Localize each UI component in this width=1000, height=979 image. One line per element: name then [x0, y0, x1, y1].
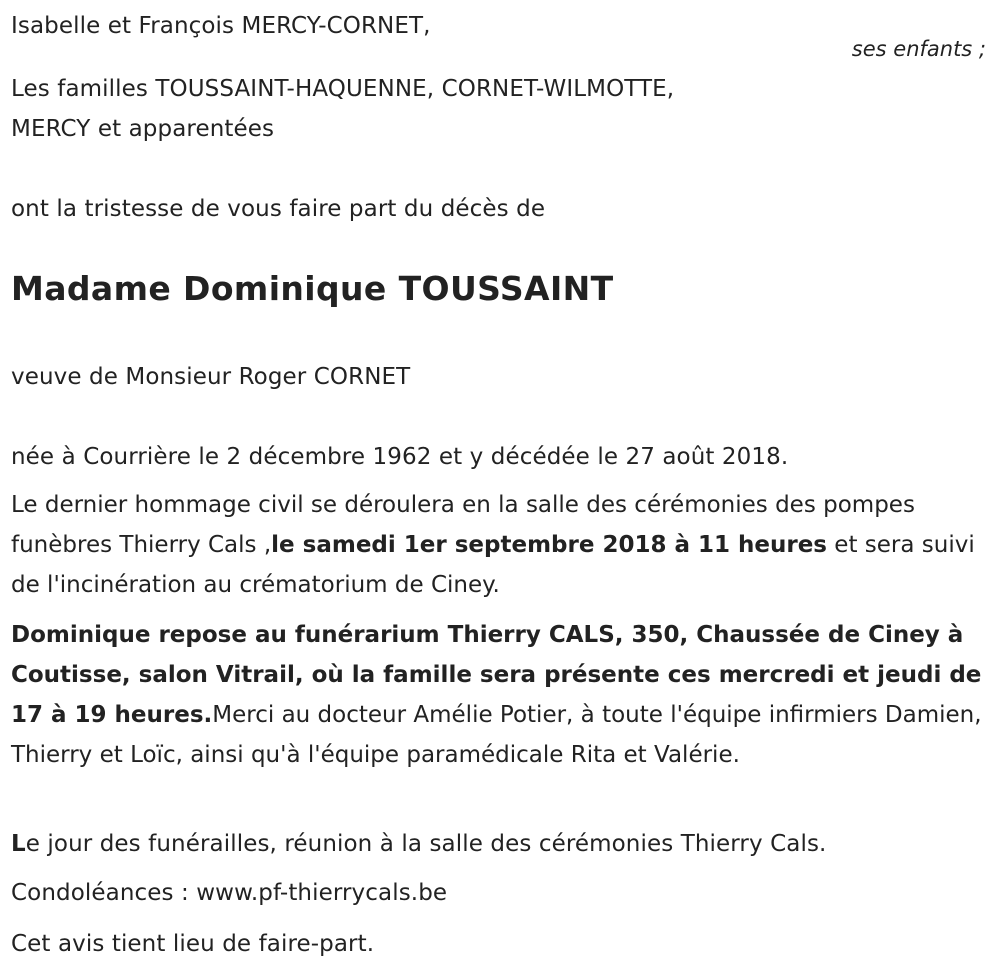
- funeral-day-line: [11, 824, 826, 864]
- visitation-paragraph: [11, 615, 996, 775]
- ceremony-text-before: Le dernier hommage civil se déroulera en la salle des cérémonies des pompes funèbres Thierry Cals ,: [11, 492, 915, 558]
- birth-death-line: née à Courrière le 2 décembre 1962 et y décédée le 27 août 2018.: [11, 444, 789, 470]
- ceremony-paragraph: [11, 485, 996, 605]
- thanks-text: Merci au docteur Amélie Potier, à toute l'équipe infirmiers Damien, Thierry et Loïc, ainsi qu'à l'équipe paramédicale Rita et Valérie.: [11, 702, 982, 768]
- children-role: ses enfants ;: [851, 37, 986, 61]
- announcement-intro: ont la tristesse de vous faire part du décès de: [11, 196, 546, 222]
- funeral-day-initial: L: [11, 831, 26, 857]
- families-line-2: MERCY et apparentées: [11, 116, 275, 142]
- children-names: Isabelle et François MERCY-CORNET,: [11, 13, 431, 39]
- deceased-name: Madame Dominique TOUSSAINT: [11, 269, 614, 308]
- families-line-1: Les familles TOUSSAINT-HAQUENNE, CORNET-WILMOTTE,: [11, 76, 675, 102]
- ceremony-date-time: le samedi 1er septembre 2018 à 11 heures: [271, 532, 827, 558]
- funeral-day-rest: e jour des funérailles, réunion à la salle des cérémonies Thierry Cals.: [25, 831, 827, 857]
- condolences-line: Condoléances : www.pf-thierrycals.be: [11, 880, 448, 906]
- visitation-details: Dominique repose au funérarium Thierry CALS, 350, Chaussée de Ciney à Coutisse, salon Vitrail, où la famille sera présente ces mercredi et jeudi de 17 à 19 heures.: [11, 622, 982, 728]
- spouse-line: veuve de Monsieur Roger CORNET: [11, 364, 411, 390]
- ceremony-text-after: et sera suivi de l'incinération au crématorium de Ciney.: [11, 532, 975, 598]
- notice-line: Cet avis tient lieu de faire-part.: [11, 931, 375, 957]
